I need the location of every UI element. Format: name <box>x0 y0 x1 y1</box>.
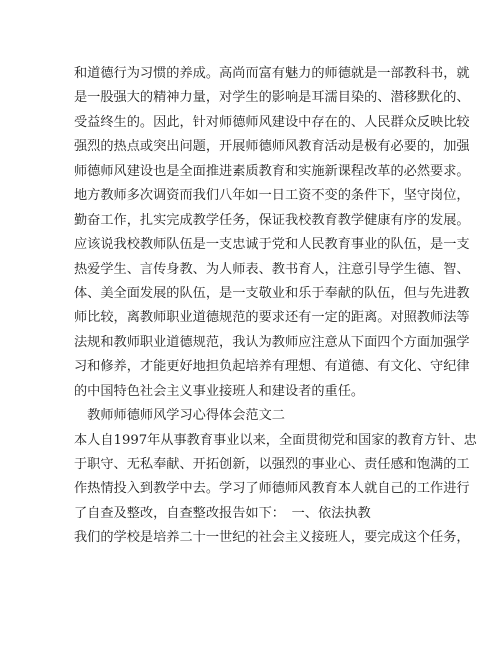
text-line: 是一股强大的精神力量，对学生的影响是耳濡目染的、潜移默化的、 <box>74 90 470 106</box>
text-line: 师德师风建设也是全面推进素质教育和实施新课程改革的必然要求。 <box>74 163 470 179</box>
text-line: 习和修养，才能更好地担负起培养有理想、有道德、有文化、守纪律 <box>74 359 470 375</box>
text-line: 热爱学生、言传身教、为人师表、教书育人，注意引导学生德、智、 <box>74 261 470 277</box>
text-line: 应该说我校教师队伍是一支忠诚于党和人民教育事业的队伍，是一支 <box>74 237 470 253</box>
text-line: 作热情投入到教学中去。学习了师德师风教育本人就自己的工作进行 <box>74 481 470 497</box>
text-line: 勤奋工作，扎实完成教学任务，保证我校教育教学健康有序的发展。 <box>74 212 470 228</box>
text-line: 了自查及整改，自查整改报告如下： 一、依法执教 <box>74 505 371 521</box>
text-line: 的中国特色社会主义事业接班人和建设者的重任。 <box>74 383 365 399</box>
text-line: 法规和教师职业道德规范，我认为教师应注意从下面四个方面加强学 <box>74 334 470 350</box>
body-text <box>74 62 477 551</box>
text-line: 强烈的热点或突出问题，开展师德师风教育活动是极有必要的，加强 <box>74 139 470 155</box>
text-line: 和道德行为习惯的养成。高尚而富有魅力的师德就是一部教科书，就 <box>74 66 470 81</box>
text-line: 体、美全面发展的队伍，是一支敬业和乐于奉献的队伍，但与先进教 <box>74 285 470 301</box>
text-line: 教师师德师风学习心得体会范文二 <box>74 408 285 424</box>
text-line: 受益终生的。因此，针对师德师风建设中存在的、人民群众反映比较 <box>74 114 470 130</box>
text-line: 我们的学校是培养二十一世纪的社会主义接班人，要完成这个任务， <box>74 530 470 546</box>
text-line: 于职守、无私奉献、开拓创新，以强烈的事业心、责任感和饱满的工 <box>74 457 470 472</box>
text-line: 本人自1997年从事教育事业以来，全面贯彻党和国家的教育方针、忠 <box>74 432 477 448</box>
text-line: 地方教师多次调资而我们八年如一日工资不变的条件下，坚守岗位， <box>74 188 470 204</box>
text-line: 师比较，离教师职业道德规范的要求还有一定的距离。对照教师法等 <box>74 310 470 326</box>
